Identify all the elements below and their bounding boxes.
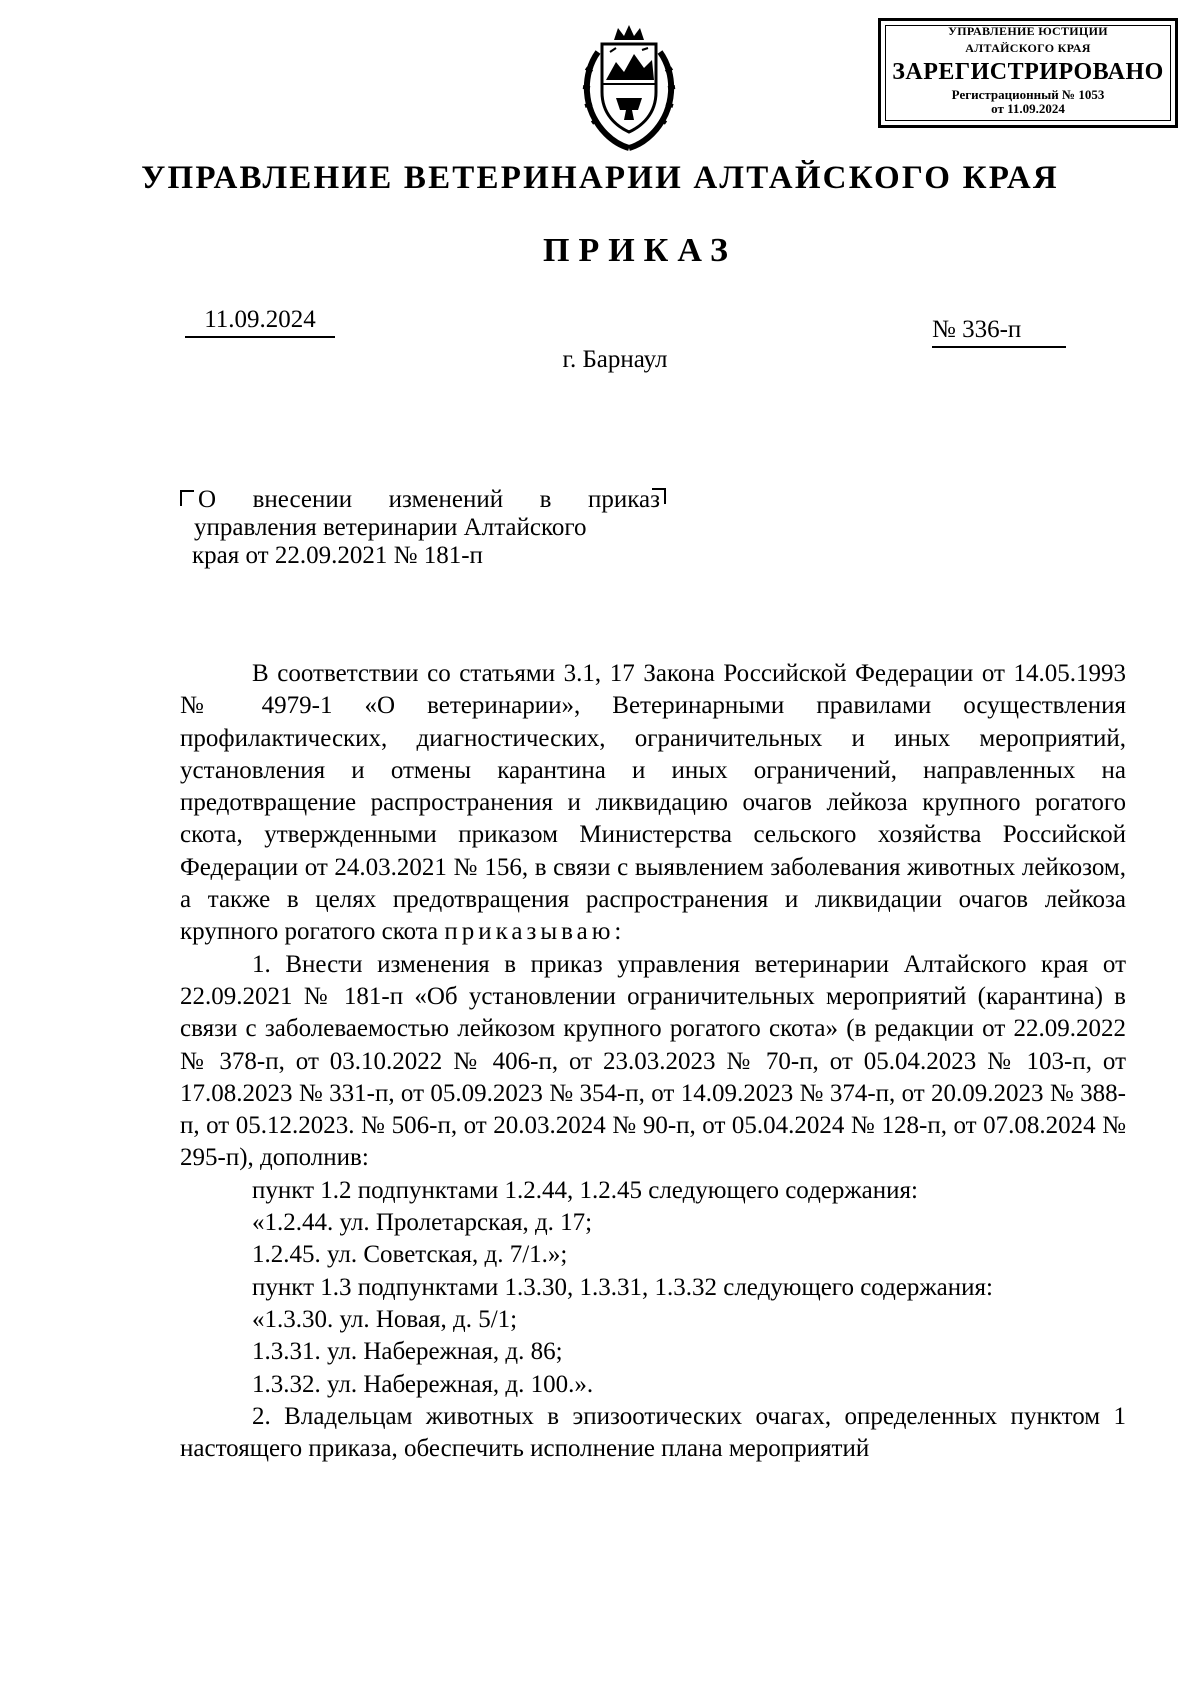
preamble-text: В соответствии со статьями 3.1, 17 Закона Российской Федерации от 14.05.1993 № 4979-1 «О ветеринарии», Ветеринарными правилами осуществления профилактических, диагностических, ограничительных и иных мероприятий, установления и отмены карантина и иных ограничений, направленных на предотвращение распространения и ликвидацию очагов лейкоза крупного рогатого скота, утвержденными приказом Министерства сельского хозяйства Российской Федерации от 24.03.2021 № 156, в связи с выявлением заболевания животных лейкозом, а также в целях предотвращения распространения и ликвидации очагов лейкоза крупного рогатого скота	[180, 660, 1126, 946]
order-date: 11.09.2024	[185, 306, 335, 338]
subject-bracket-left	[180, 490, 194, 506]
subject-line-3: края от 22.09.2021 № 181-п	[192, 542, 483, 569]
list-item: «1.3.30. ул. Новая, д. 5/1;	[252, 1305, 518, 1333]
order-number: № 336-п	[932, 316, 1066, 348]
list-item: 1.3.31. ул. Набережная, д. 86;	[252, 1338, 563, 1366]
order-city: г. Барнаул	[562, 346, 668, 373]
stamp-reg-date: от 11.09.2024	[991, 101, 1065, 116]
document-type-title: ПРИКАЗ	[543, 232, 737, 269]
order-subject	[180, 486, 660, 570]
stamp-status: ЗАРЕГИСТРИРОВАНО	[892, 59, 1164, 85]
stamp-org-line-1: УПРАВЛЕНИЕ ЮСТИЦИИ	[948, 24, 1108, 38]
list-item: пункт 1.3 подпунктами 1.3.30, 1.3.31, 1.3.32 следующего содержания:	[252, 1273, 993, 1301]
list-item: 1.2.45. ул. Советская, д. 7/1.»;	[252, 1241, 568, 1269]
stamp-reg-number: Регистрационный № 1053	[951, 87, 1105, 102]
altai-krai-coat-of-arms-icon	[576, 22, 682, 152]
subject-line-1: О внесении изменений в приказ	[198, 486, 660, 513]
list-item: 1.3.32. ул. Набережная, д. 100.».	[252, 1370, 594, 1398]
paragraph-2: 2. Владельцам животных в эпизоотических очагах, определенных пунктом 1 настоящего приказа, обеспечить исполнение плана мероприятий	[180, 1402, 1126, 1463]
order-body	[180, 658, 1126, 1465]
list-item: пункт 1.2 подпунктами 1.2.44, 1.2.45 следующего содержания:	[252, 1176, 918, 1204]
preamble-paragraph	[180, 658, 1126, 949]
agency-name: УПРАВЛЕНИЕ ВЕТЕРИНАРИИ АЛТАЙСКОГО КРАЯ	[141, 160, 1059, 196]
stamp-inner-frame	[885, 25, 1171, 121]
stamp-org-line-2: АЛТАЙСКОГО КРАЯ	[965, 41, 1091, 55]
subject-line-2: управления ветеринарии Алтайского	[194, 514, 587, 541]
subject-bracket-right	[652, 488, 666, 504]
registration-stamp	[878, 18, 1178, 128]
list-item: «1.2.44. ул. Пролетарская, д. 17;	[252, 1209, 593, 1237]
paragraph-1: 1. Внести изменения в приказ управления ветеринарии Алтайского края от 22.09.2021 № 181-п «Об установлении ограничительных мероприятий (карантина) в связи с заболеваемостью лейкозом крупного рогатого скота» (в редакции от 22.09.2022 № 378-п, от 03.10.2022 № 406-п, от 23.03.2023 № 70-п, от 05.04.2023 № 103-п, от 17.08.2023 № 331-п, от 05.09.2023 № 354-п, от 14.09.2023 № 374-п, от 20.09.2023 № 388-п, от 05.12.2023. № 506-п, от 20.03.2024 № 90-п, от 05.04.2024 № 128-п, от 07.08.2024 № 295-п), дополнив:	[180, 950, 1126, 1172]
preamble-order-word: приказываю:	[444, 918, 626, 946]
